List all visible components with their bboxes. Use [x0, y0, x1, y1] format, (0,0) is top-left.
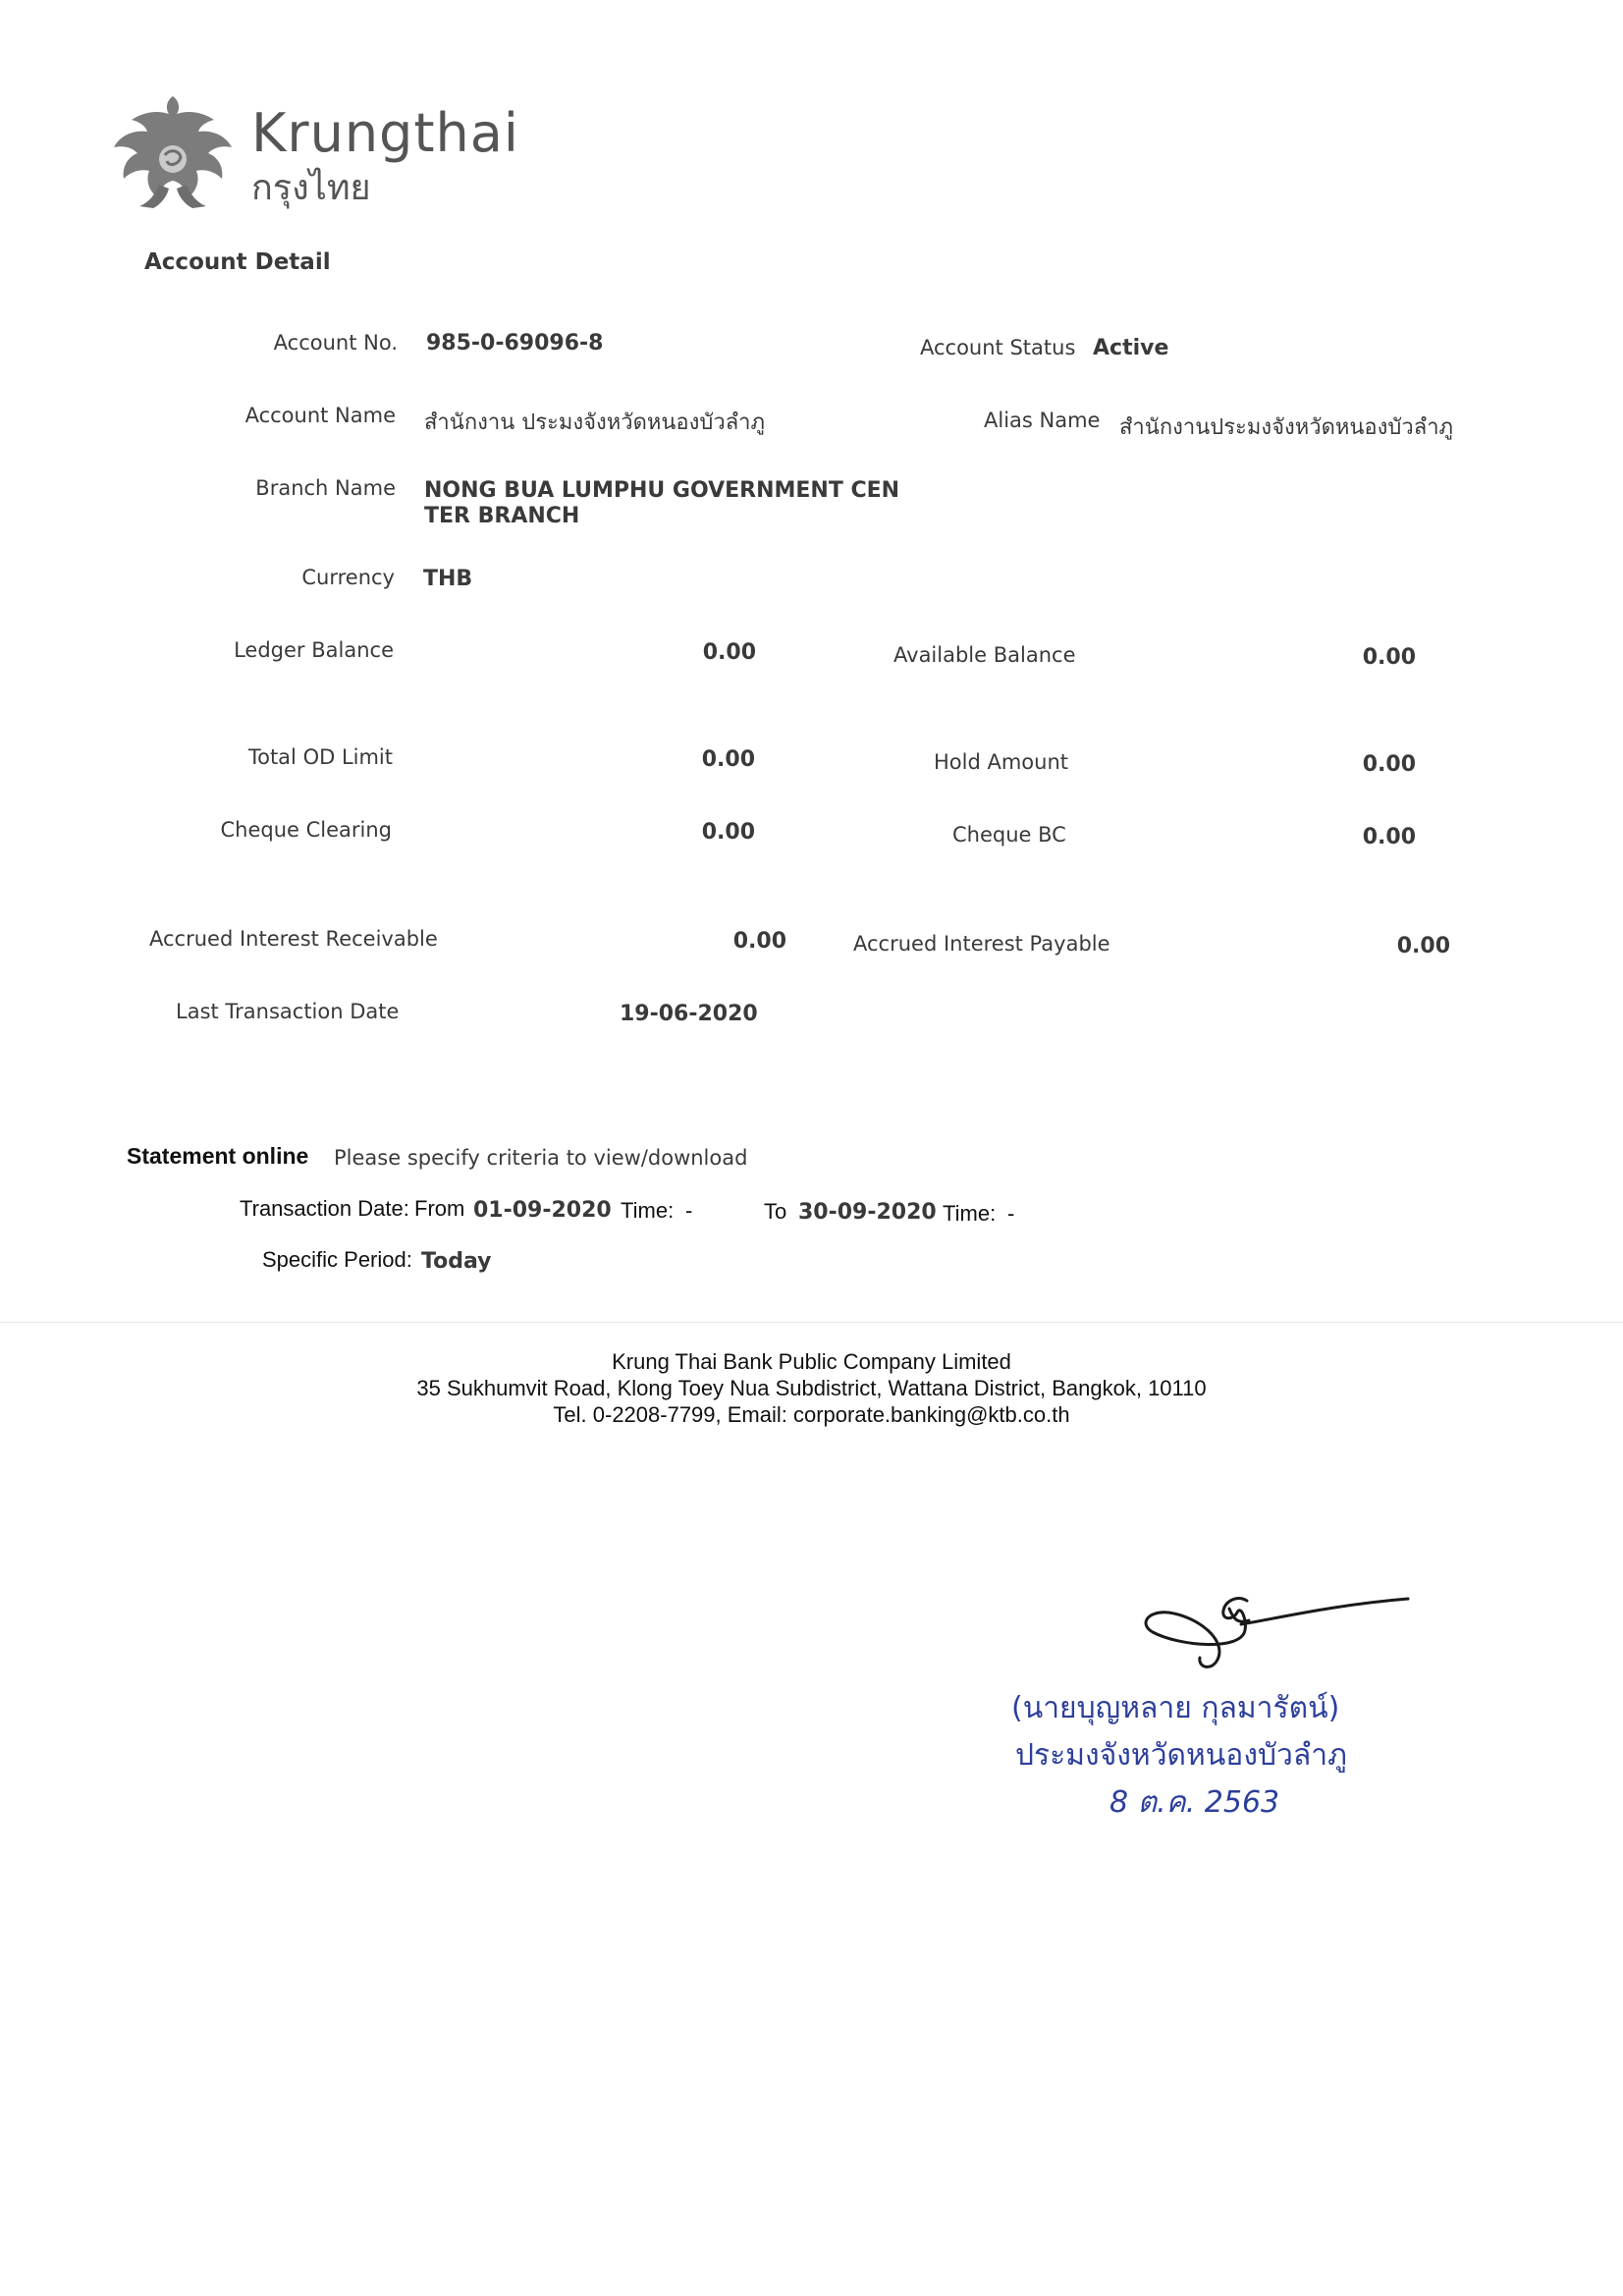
- footer-contact: Tel. 0-2208-7799, Email: corporate.banking@ktb.co.th: [553, 1402, 1070, 1427]
- alias-name-label: Alias Name: [984, 409, 1101, 432]
- cheque-bc-value: 0.00: [1362, 825, 1416, 849]
- accrued-interest-receivable-label: Accrued Interest Receivable: [149, 927, 438, 951]
- ledger-balance-value: 0.00: [702, 640, 756, 665]
- handwritten-name: (นายบุญหลาย กุลมารัตน์): [1011, 1691, 1340, 1725]
- to-time-value[interactable]: -: [1007, 1201, 1015, 1226]
- branch-name-line1: NONG BUA LUMPHU GOVERNMENT CEN: [424, 478, 900, 503]
- account-name-label: Account Name: [244, 404, 396, 427]
- from-date-value[interactable]: 01-09-2020: [473, 1198, 612, 1223]
- accrued-interest-payable-value: 0.00: [1396, 934, 1450, 958]
- hold-amount-value: 0.00: [1362, 752, 1416, 777]
- from-time-label: Time:: [621, 1198, 675, 1223]
- from-time-value[interactable]: -: [685, 1198, 693, 1223]
- available-balance-label: Available Balance: [893, 643, 1076, 667]
- to-date-value[interactable]: 30-09-2020: [798, 1200, 937, 1225]
- hold-amount-label: Hold Amount: [934, 750, 1069, 774]
- available-balance-value: 0.00: [1362, 645, 1416, 670]
- currency-value: THB: [423, 567, 473, 591]
- specific-period-value[interactable]: Today: [421, 1249, 492, 1274]
- cheque-bc-label: Cheque BC: [952, 823, 1066, 847]
- ledger-balance-label: Ledger Balance: [234, 638, 394, 662]
- alias-name-value: สำนักงานประมงจังหวัดหนองบัวลำภู: [1119, 415, 1454, 440]
- section-title: Account Detail: [144, 249, 331, 275]
- to-label: To: [764, 1199, 787, 1224]
- statement-title: Statement online: [127, 1143, 309, 1169]
- page-divider: [0, 1322, 1623, 1323]
- last-transaction-date-label: Last Transaction Date: [176, 1000, 400, 1023]
- cheque-clearing-label: Cheque Clearing: [220, 818, 392, 842]
- garuda-emblem-icon: [110, 90, 236, 212]
- cheque-clearing-value: 0.00: [701, 820, 755, 845]
- logo-text-en: Krungthai: [251, 102, 519, 164]
- account-no-label: Account No.: [273, 331, 398, 355]
- statement-hint: Please specify criteria to view/download: [334, 1146, 748, 1170]
- handwritten-date: 8 ต.ค. 2563: [1109, 1785, 1280, 1820]
- account-name-value: สำนักงาน ประมงจังหวัดหนองบัวลำภู: [424, 410, 766, 435]
- from-label: From: [414, 1196, 465, 1221]
- od-limit-label: Total OD Limit: [247, 745, 393, 769]
- od-limit-value: 0.00: [701, 747, 755, 772]
- currency-label: Currency: [301, 566, 395, 589]
- account-no-value: 985-0-69096-8: [426, 331, 604, 355]
- footer-company: Krung Thai Bank Public Company Limited: [612, 1349, 1011, 1374]
- to-time-label: Time:: [943, 1201, 997, 1226]
- logo-text-th: กรุงไทย: [251, 168, 371, 208]
- branch-name-line2: TER BRANCH: [424, 504, 580, 528]
- footer-address: 35 Sukhumvit Road, Klong Toey Nua Subdistrict, Wattana District, Bangkok, 10110: [416, 1376, 1207, 1400]
- accrued-interest-payable-label: Accrued Interest Payable: [853, 932, 1110, 956]
- last-transaction-date-value: 19-06-2020: [620, 1002, 758, 1026]
- account-status-value: Active: [1093, 336, 1169, 360]
- account-status-label: Account Status: [920, 336, 1076, 359]
- transaction-date-label: Transaction Date:: [240, 1196, 409, 1221]
- specific-period-label: Specific Period:: [262, 1247, 412, 1272]
- handwritten-position: ประมงจังหวัดหนองบัวลำภู: [1015, 1738, 1347, 1773]
- accrued-interest-receivable-value: 0.00: [732, 929, 786, 954]
- branch-name-label: Branch Name: [255, 476, 396, 500]
- signature-icon: [1139, 1591, 1414, 1689]
